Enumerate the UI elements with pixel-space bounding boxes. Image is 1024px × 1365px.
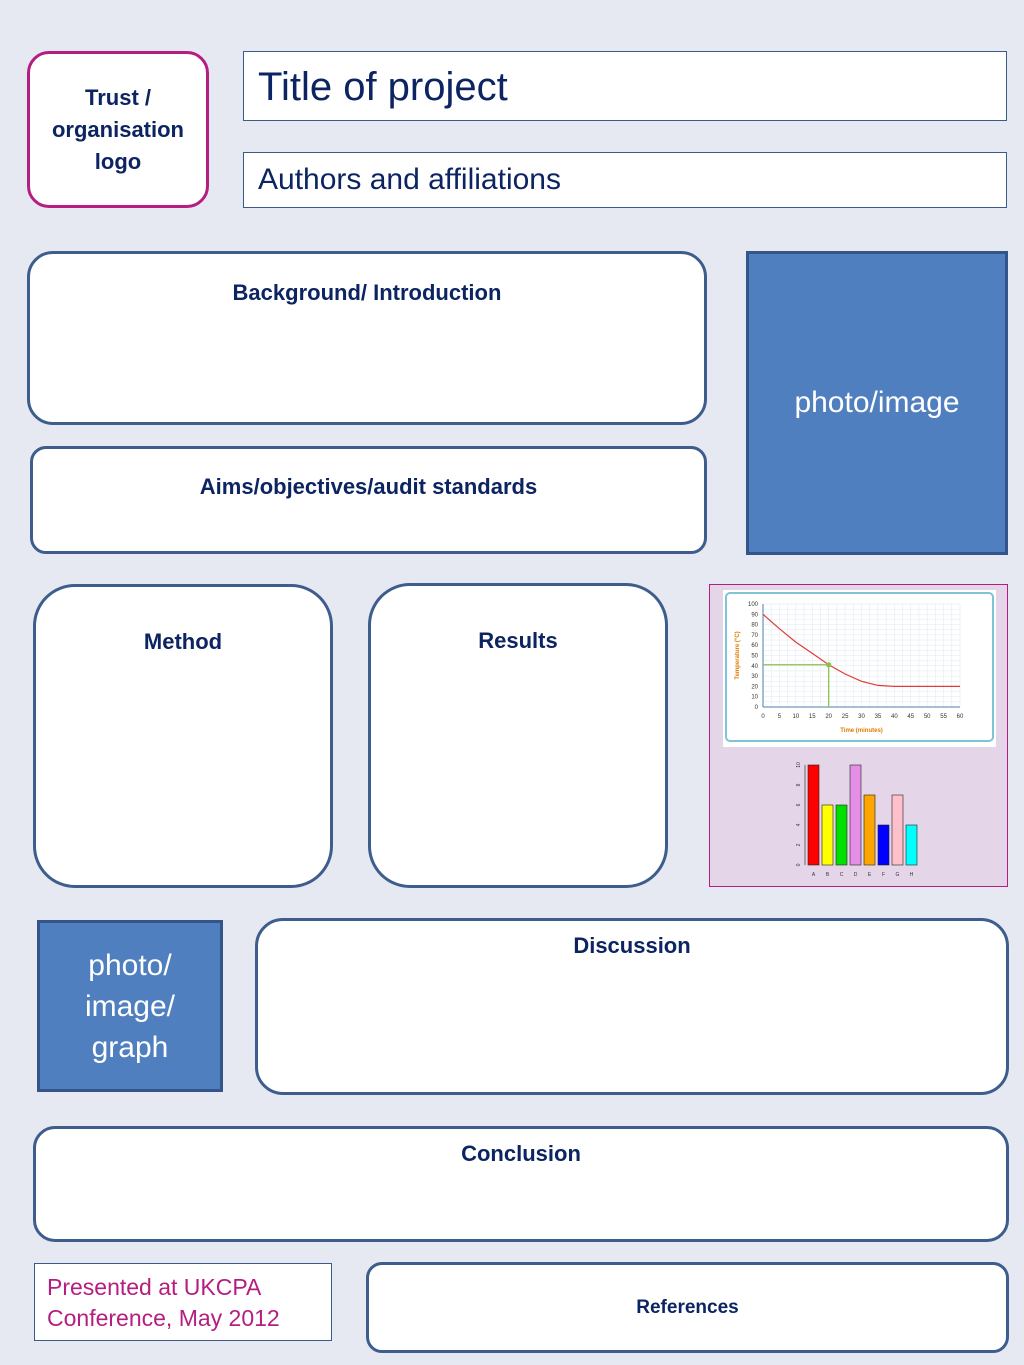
photo-graph-line-2: image/ [84,989,176,1023]
photo-placeholder[interactable] [746,251,1008,555]
photo-graph-line-3: graph [91,1030,169,1064]
x-axis-label: Time (minutes) [840,728,883,734]
references-heading: References [636,1296,739,1318]
x-tick-label: C [839,872,844,878]
x-tick-label: 5 [777,714,782,720]
photo-label: photo/image [794,386,960,419]
x-tick-label: 35 [874,714,882,720]
method-heading: Method [143,629,223,654]
results-panel[interactable] [368,583,668,888]
results-heading: Results [478,628,558,653]
x-tick-label: A [811,872,816,878]
y-tick-label: 8 [796,783,802,787]
line-chart-card [723,590,996,747]
background-heading: Background/ Introduction [232,280,502,305]
logo-placeholder [27,51,209,208]
x-tick-label: 40 [890,714,898,720]
y-tick-label: 6 [796,803,802,807]
photo-graph-placeholder[interactable] [37,920,223,1092]
x-tick-label: 25 [841,714,849,720]
x-tick-label: 10 [792,714,800,720]
y-tick-label: 0 [796,863,802,867]
bar [836,805,847,865]
bar [822,805,833,865]
logo-label: Trust / organisation logo [51,84,184,174]
y-tick-label: 50 [751,653,758,660]
bar [892,795,903,865]
y-axis-label: Temperature (°C) [735,631,741,680]
y-tick-label: 30 [751,674,758,681]
references-panel[interactable] [366,1262,1009,1353]
x-tick-label: 15 [808,714,816,720]
x-tick-label: 20 [825,714,833,720]
y-tick-label: 4 [796,823,802,827]
x-tick-label: E [867,872,872,878]
photo-graph-line-1: photo/ [88,948,172,982]
y-tick-label: 10 [751,694,758,701]
x-tick-label: 45 [907,714,915,720]
method-panel[interactable] [33,584,333,888]
authors-affiliations[interactable]: Authors and affiliations [243,152,1007,208]
x-tick-label: 0 [761,714,765,720]
conclusion-heading: Conclusion [461,1141,581,1166]
bar [850,765,861,865]
y-tick-label: 40 [751,663,758,670]
project-title[interactable]: Title of project [243,51,1007,121]
x-tick-label: D [853,872,858,878]
bar [808,765,819,865]
example-charts [709,584,1008,887]
x-tick-label: G [895,872,900,878]
bar [906,825,917,865]
line-chart [723,590,996,747]
aims-heading: Aims/objectives/audit standards [199,474,538,499]
x-tick-label: F [881,872,886,878]
conclusion-panel[interactable] [33,1126,1009,1242]
x-tick-label: H [909,872,914,878]
bar [864,795,875,865]
bar-chart [788,757,928,882]
aims-panel[interactable] [30,446,707,554]
y-tick-label: 100 [747,602,758,608]
presented-at-note: Presented at UKCPA Conference, May 2012 [34,1263,332,1341]
background-panel[interactable] [27,251,707,425]
bar [878,825,889,865]
y-tick-label: 90 [751,612,758,619]
y-tick-label: 2 [796,843,802,847]
y-tick-label: 70 [751,632,758,639]
discussion-heading: Discussion [573,933,691,958]
x-tick-label: 30 [858,714,865,720]
y-tick-label: 80 [751,622,758,629]
discussion-panel[interactable] [255,918,1009,1095]
x-tick-label: B [825,872,830,878]
marker-point [826,662,831,667]
y-tick-label: 0 [754,705,758,711]
x-tick-label: 60 [956,714,964,720]
y-tick-label: 10 [796,762,802,768]
x-tick-label: 55 [940,714,947,720]
y-tick-label: 20 [751,684,758,691]
x-tick-label: 50 [923,714,931,720]
y-tick-label: 60 [751,643,758,650]
